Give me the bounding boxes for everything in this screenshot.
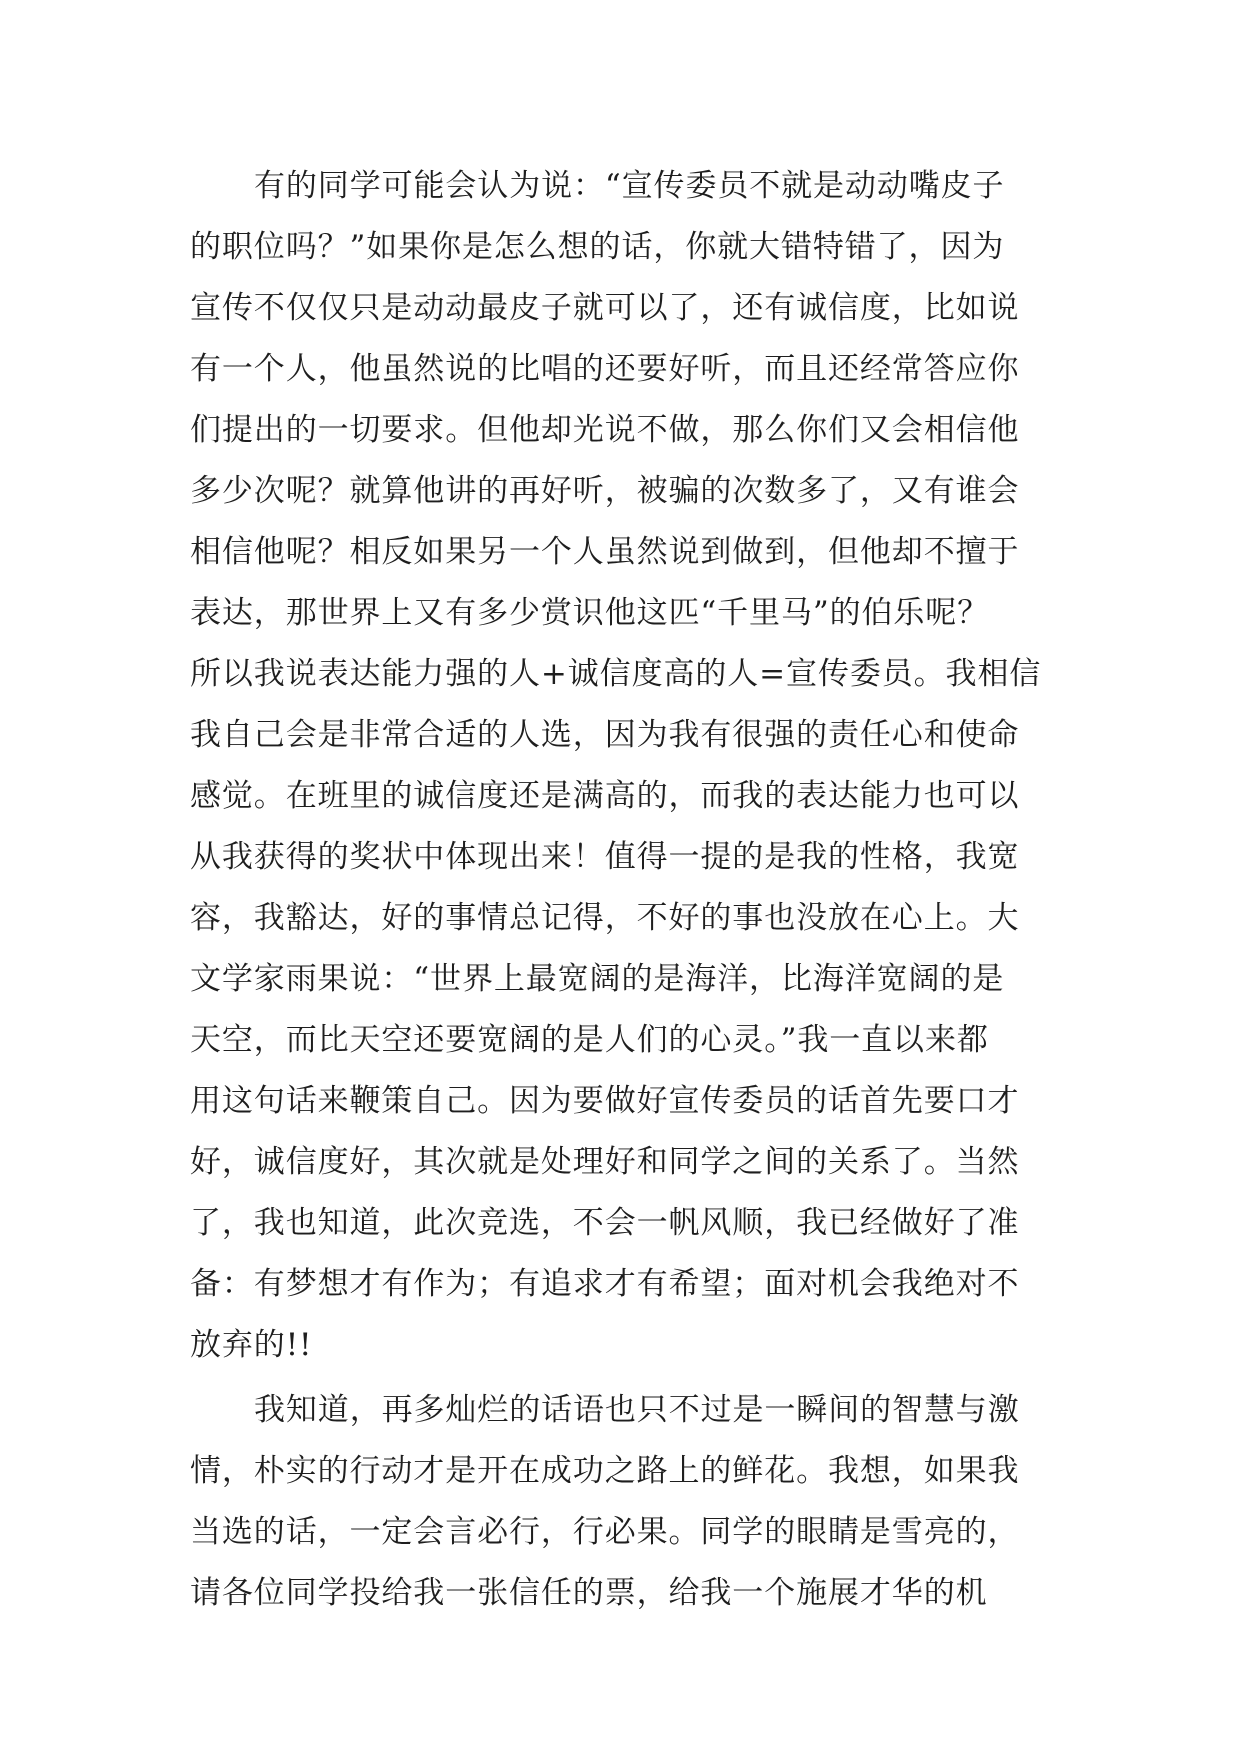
text-line: 有的同学可能会认为说：“宣传委员不就是动动嘴皮子 xyxy=(254,168,1005,204)
text-line: 好，诚信度好，其次就是处理好和同学之间的关系了。当然 xyxy=(190,1144,1020,1180)
text-line: 当选的话，一定会言必行，行必果。同学的眼睛是雪亮的， xyxy=(190,1514,1020,1550)
text-line: 所以我说表达能力强的人+诚信度高的人=宣传委员。我相信 xyxy=(190,656,1042,692)
text-line: 相信他呢？相反如果另一个人虽然说到做到，但他却不擅于 xyxy=(190,534,1020,570)
text-line: 请各位同学投给我一张信任的票，给我一个施展才华的机 xyxy=(190,1575,988,1611)
text-line: 了，我也知道，此次竞选，不会一帆风顺，我已经做好了准 xyxy=(190,1205,1020,1241)
paragraph-2 xyxy=(190,1380,1052,1624)
text-line: 表达，那世界上又有多少赏识他这匹“千里马”的伯乐呢？ xyxy=(190,595,990,631)
text-line: 情，朴实的行动才是开在成功之路上的鲜花。我想，如果我 xyxy=(190,1453,1020,1489)
text-line: 天空，而比天空还要宽阔的是人们的心灵。”我一直以来都 xyxy=(190,1022,989,1058)
text-line: 用这句话来鞭策自己。因为要做好宣传委员的话首先要口才 xyxy=(190,1083,1020,1119)
text-line: 们提出的一切要求。但他却光说不做，那么你们又会相信他 xyxy=(190,412,1020,448)
text-line: 文学家雨果说：“世界上最宽阔的是海洋，比海洋宽阔的是 xyxy=(190,961,1005,997)
paragraph-1 xyxy=(190,156,1052,1376)
text-line: 多少次呢？就算他讲的再好听，被骗的次数多了，又有谁会 xyxy=(190,473,1020,509)
text-line: 容，我豁达，好的事情总记得，不好的事也没放在心上。大 xyxy=(190,900,1020,936)
text-line: 我知道，再多灿烂的话语也只不过是一瞬间的智慧与激 xyxy=(254,1392,1020,1428)
text-line: 的职位吗？”如果你是怎么想的话，你就大错特错了，因为 xyxy=(190,229,1005,265)
text-line: 放弃的!! xyxy=(190,1327,313,1363)
text-line: 我自己会是非常合适的人选，因为我有很强的责任心和使命 xyxy=(190,717,1020,753)
text-line: 从我获得的奖状中体现出来！值得一提的是我的性格，我宽 xyxy=(190,839,1020,875)
text-line: 宣传不仅仅只是动动最皮子就可以了，还有诚信度，比如说 xyxy=(190,290,1020,326)
text-line: 有一个人，他虽然说的比唱的还要好听，而且还经常答应你 xyxy=(190,351,1020,387)
text-line: 感觉。在班里的诚信度还是满高的，而我的表达能力也可以 xyxy=(190,778,1020,814)
document-body xyxy=(190,156,1052,1624)
text-line: 备：有梦想才有作为；有追求才有希望；面对机会我绝对不 xyxy=(190,1266,1020,1302)
